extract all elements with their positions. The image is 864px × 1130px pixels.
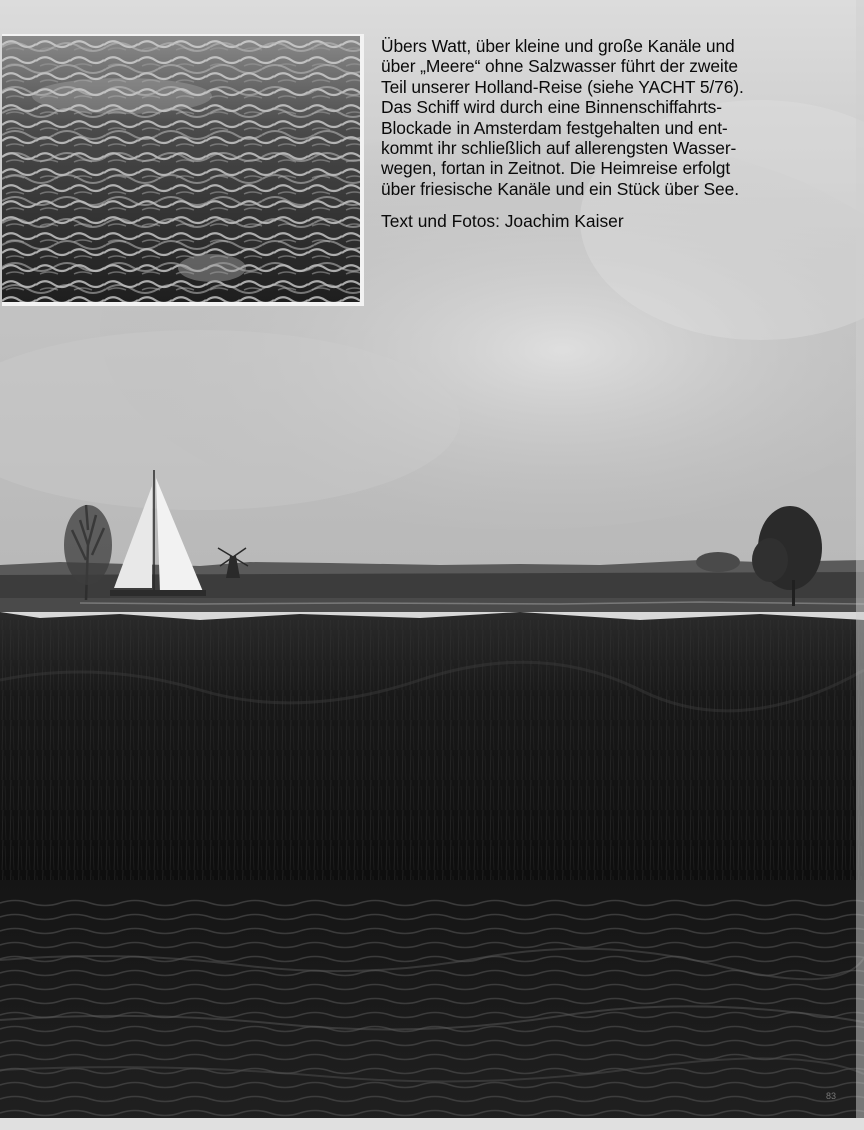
author-credit: Text und Fotos: Joachim Kaiser [381, 211, 624, 232]
tidal-flat-photo [2, 34, 364, 306]
page-number: 83 [826, 1091, 837, 1101]
article-intro-block [381, 36, 851, 232]
intro-paragraph: Übers Watt, über kleine und große Kanäle und über „Meere“ ohne Salzwasser führt der zweite Teil unserer Holland-Reise (siehe YACHT 5/76). Das Schiff wird durch eine Binnenschiffahrts- Blockade in Amsterdam festgehalten und ent- kommt ihr schließlich auf allerengsten Wasser- wegen, fortan in Zeitnot. Die Heimreise erfolgt über friesische Kanäle und ein Stück über See. [381, 36, 744, 199]
